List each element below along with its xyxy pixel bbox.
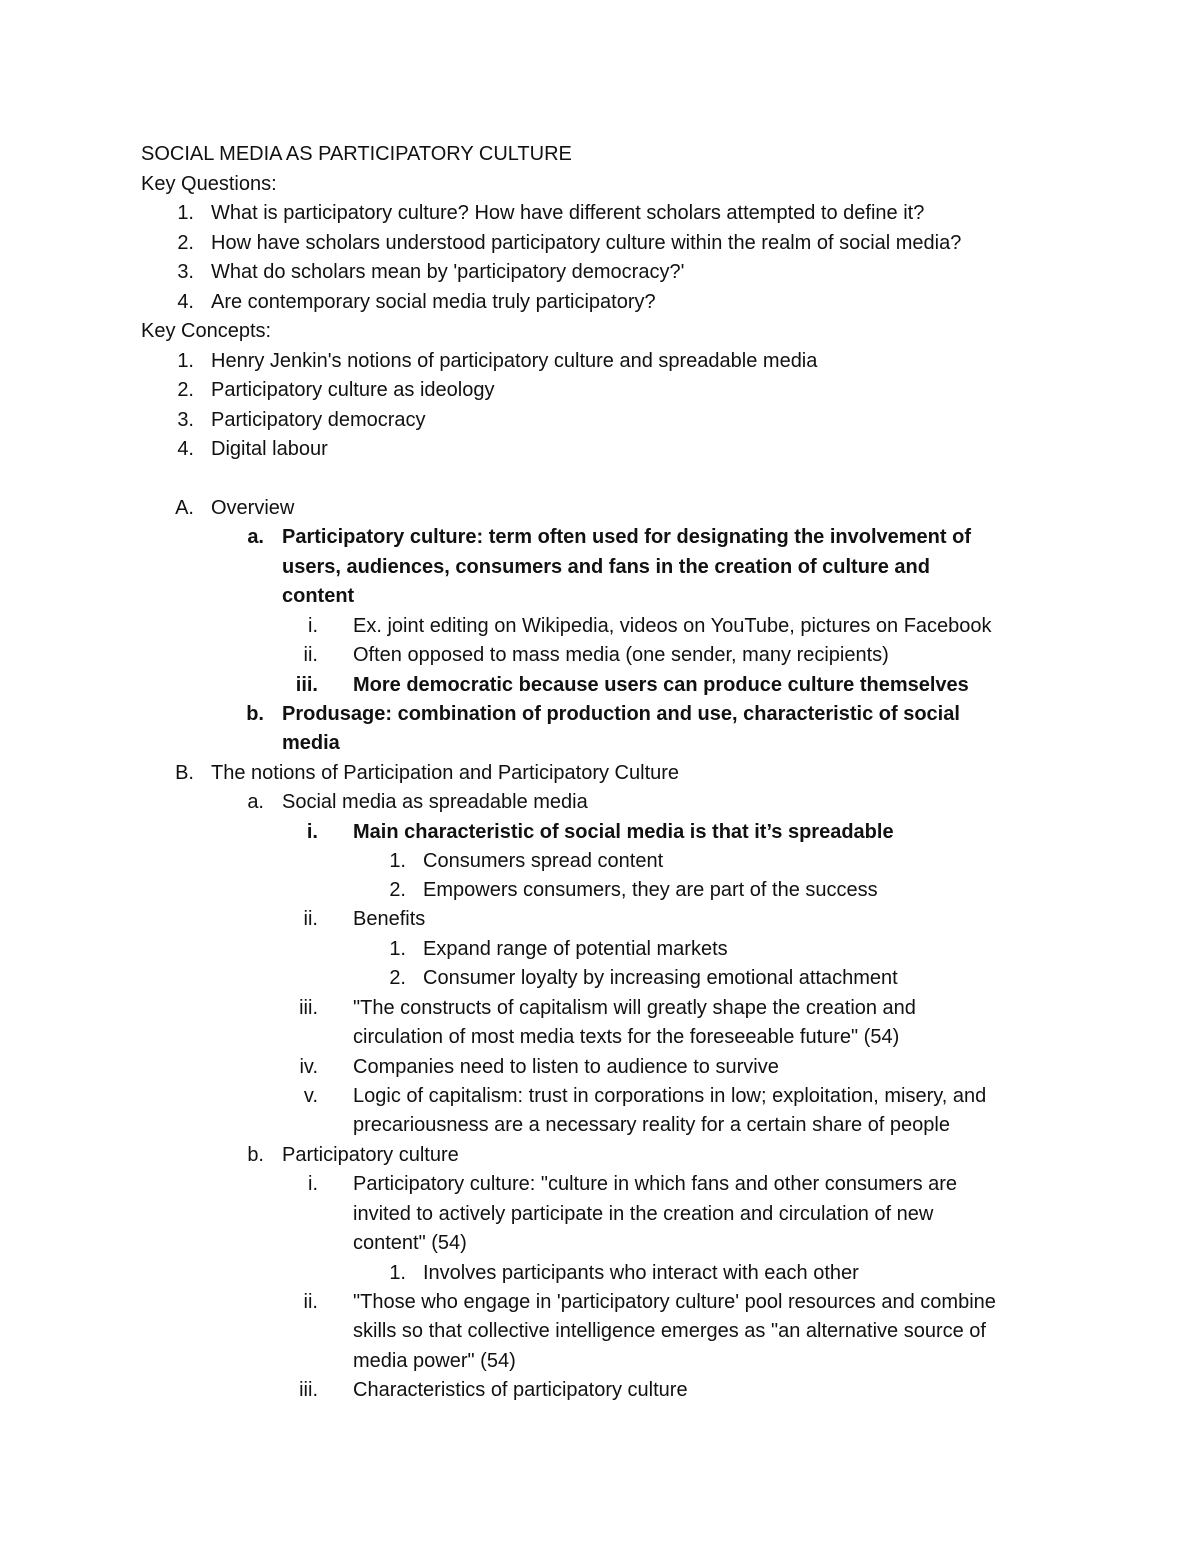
list-marker: a.: [247, 791, 264, 813]
quote-line: circulation of most media texts for the foreseeable future" (54): [353, 1026, 900, 1048]
sub-item: Benefits: [353, 908, 426, 930]
list-marker: 2.: [177, 379, 194, 401]
sub-item-line: precariousness are a necessary reality for a certain share of people: [353, 1114, 950, 1136]
nested-item: Expand range of potential markets: [423, 937, 728, 960]
list-marker: 1.: [177, 202, 194, 224]
list-marker: ii.: [303, 644, 318, 666]
list-marker: v.: [303, 1085, 318, 1107]
list-marker: 3.: [177, 261, 194, 283]
key-concept-item: Digital labour: [211, 438, 328, 460]
list-marker: b.: [246, 702, 264, 725]
list-marker: 4.: [177, 290, 194, 313]
definition-line: content: [282, 585, 355, 607]
definition-line: Produsage: combination of production and use, characteristic of social: [282, 702, 960, 725]
section-b-title: The notions of Participation and Participatory Culture: [211, 761, 680, 784]
quote-line: Participatory culture: "culture in which fans and other consumers are: [353, 1173, 958, 1195]
nested-item: Involves participants who interact with each other: [423, 1261, 859, 1284]
list-marker: 2.: [177, 231, 194, 254]
list-marker: i.: [308, 614, 318, 637]
definition-line: Participatory culture: term often used for designating the involvement of: [282, 526, 971, 548]
list-marker: 1.: [389, 850, 406, 872]
key-question-item: Are contemporary social media truly participatory?: [211, 290, 656, 313]
sub-item: Main characteristic of social media is that it’s spreadable: [353, 820, 894, 843]
nested-item: Consumers spread content: [423, 850, 664, 872]
key-concept-item: Henry Jenkin's notions of participatory culture and spreadable media: [211, 349, 818, 372]
list-marker: iv.: [299, 1055, 318, 1078]
key-question-item: What do scholars mean by 'participatory democracy?': [211, 261, 685, 283]
list-marker: b.: [247, 1143, 264, 1166]
subsection-title: Social media as spreadable media: [282, 791, 588, 813]
quote-line: content" (54): [353, 1232, 467, 1254]
list-marker: iii.: [295, 673, 318, 696]
quote-line: invited to actively participate in the creation and circulation of new: [353, 1202, 934, 1225]
sub-item: Ex. joint editing on Wikipedia, videos on YouTube, pictures on Facebook: [353, 614, 992, 637]
quote-line: "Those who engage in 'participatory culture' pool resources and combine: [353, 1291, 996, 1313]
quote-line: media power" (54): [353, 1349, 516, 1372]
quote-line: "The constructs of capitalism will greatly shape the creation and: [353, 996, 916, 1019]
list-marker: ii.: [303, 908, 318, 930]
key-question-item: How have scholars understood participatory culture within the realm of social media?: [211, 231, 962, 254]
section-marker: B.: [175, 761, 194, 784]
quote-line: skills so that collective intelligence emerges as "an alternative source of: [353, 1320, 986, 1342]
list-marker: 3.: [177, 408, 194, 431]
key-concepts-heading: Key Concepts:: [141, 320, 272, 342]
list-marker: i.: [306, 820, 318, 843]
sub-item: Characteristics of participatory culture: [353, 1379, 688, 1401]
section-marker: A.: [175, 497, 194, 519]
subsection-title: Participatory culture: [282, 1143, 459, 1166]
list-marker: 1.: [389, 1261, 406, 1284]
nested-item: Empowers consumers, they are part of the success: [423, 879, 878, 901]
list-marker: iii.: [299, 996, 318, 1019]
list-marker: a.: [247, 526, 264, 548]
list-marker: 1.: [177, 349, 194, 372]
list-marker: 2.: [389, 967, 406, 989]
document-title: SOCIAL MEDIA AS PARTICIPATORY CULTURE: [141, 143, 572, 165]
key-concept-item: Participatory culture as ideology: [211, 379, 495, 401]
list-marker: 4.: [177, 438, 194, 460]
nested-item: Consumer loyalty by increasing emotional attachment: [423, 967, 898, 989]
sub-item: Companies need to listen to audience to survive: [353, 1055, 779, 1078]
list-marker: 2.: [389, 879, 406, 901]
definition-line: media: [282, 732, 340, 754]
definition-line: users, audiences, consumers and fans in the creation of culture and: [282, 555, 930, 578]
sub-item: Often opposed to mass media (one sender, many recipients): [353, 644, 889, 666]
list-marker: i.: [308, 1173, 318, 1195]
sub-item: More democratic because users can produce culture themselves: [353, 673, 969, 696]
key-question-item: What is participatory culture? How have different scholars attempted to define it?: [211, 202, 925, 224]
key-questions-heading: Key Questions:: [141, 172, 277, 195]
list-marker: ii.: [303, 1291, 318, 1313]
list-marker: 1.: [389, 937, 406, 960]
section-a-title: Overview: [211, 497, 295, 519]
sub-item-line: Logic of capitalism: trust in corporations in low; exploitation, misery, and: [353, 1085, 987, 1107]
key-concept-item: Participatory democracy: [211, 408, 426, 431]
list-marker: iii.: [299, 1379, 318, 1401]
